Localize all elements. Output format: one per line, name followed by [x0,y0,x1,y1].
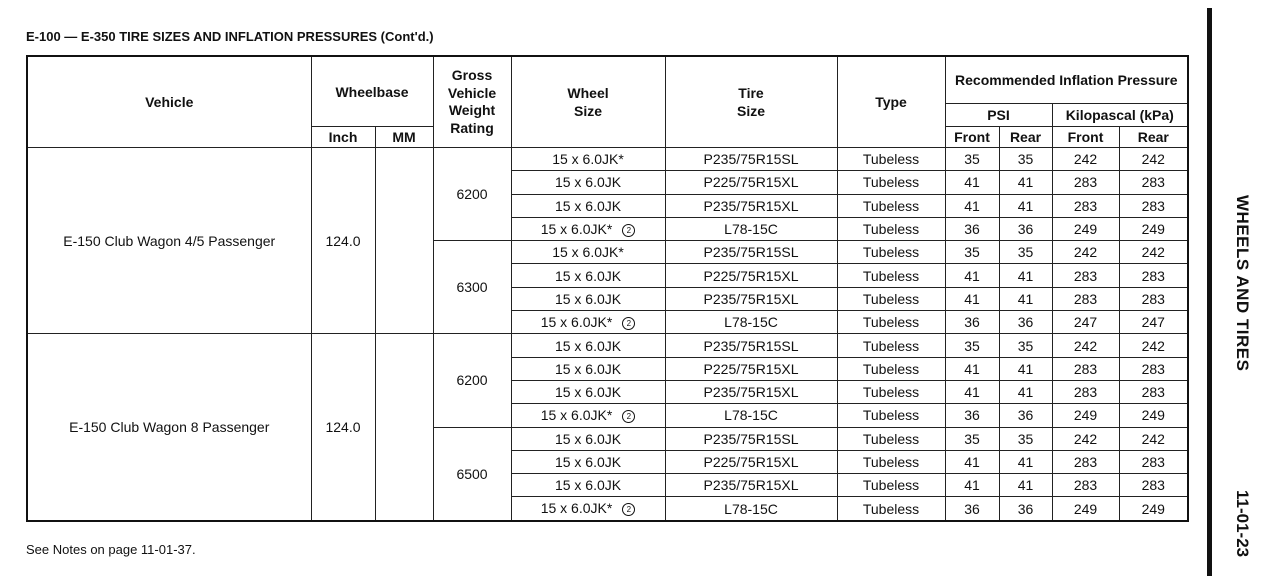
tire-size-cell: P225/75R15XL [665,357,837,380]
header-psi: PSI [945,104,1052,127]
note-reference-icon: 2 [622,317,635,330]
psi-rear-cell: 41 [999,474,1052,497]
kpa-front-cell: 283 [1052,171,1119,194]
kpa-front-cell: 249 [1052,497,1119,521]
wheel-size-cell [511,171,665,194]
wheel-size-text: 15 x 6.0JK* [540,406,613,423]
wheelbase-inch-cell: 124.0 [311,148,375,334]
psi-front-cell: 41 [945,287,999,310]
vehicle-name-cell: E-150 Club Wagon 4/5 Passenger [27,148,311,334]
wheel-size-cell [511,264,665,287]
tire-type-cell: Tubeless [837,311,945,334]
gvwr-cell: 6500 [433,427,511,521]
header-psi-front: Front [945,127,999,148]
kpa-front-cell: 283 [1052,287,1119,310]
tire-size-cell: P235/75R15XL [665,474,837,497]
header-tire-size: Tire Size [665,56,837,148]
tire-type-cell: Tubeless [837,427,945,450]
vehicle-name-cell: E-150 Club Wagon 8 Passenger [27,334,311,521]
psi-front-cell: 35 [945,427,999,450]
wheel-size-cell [511,194,665,217]
wheelbase-inch-cell: 124.0 [311,334,375,521]
header-recommended-pressure: Recommended Inflation Pressure [945,56,1188,104]
tire-size-cell: P235/75R15SL [665,427,837,450]
kpa-front-cell: 283 [1052,380,1119,403]
psi-rear-cell: 41 [999,171,1052,194]
kpa-rear-cell: 242 [1119,148,1188,171]
psi-rear-cell: 35 [999,148,1052,171]
wheel-size-text: 15 x 6.0JK [554,337,622,354]
psi-rear-cell: 41 [999,287,1052,310]
header-mm: MM [375,127,433,148]
header-psi-rear: Rear [999,127,1052,148]
psi-rear-cell: 41 [999,194,1052,217]
tire-type-cell: Tubeless [837,148,945,171]
kpa-rear-cell: 249 [1119,497,1188,521]
psi-rear-cell: 41 [999,357,1052,380]
wheel-size-cell [511,450,665,473]
tire-type-cell: Tubeless [837,287,945,310]
page-number: 11-01-23 [1233,490,1252,558]
tire-size-cell: L78-15C [665,497,837,521]
wheel-size-cell [511,404,665,427]
kpa-front-cell: 249 [1052,404,1119,427]
kpa-front-cell: 283 [1052,357,1119,380]
psi-front-cell: 41 [945,450,999,473]
kpa-rear-cell: 283 [1119,450,1188,473]
wheel-size-text: 15 x 6.0JK [554,430,622,447]
kpa-rear-cell: 283 [1119,357,1188,380]
table-row [27,334,1188,357]
header-gvwr: Gross Vehicle Weight Rating [433,56,511,148]
psi-front-cell: 36 [945,497,999,521]
wheel-size-cell [511,311,665,334]
tire-type-cell: Tubeless [837,264,945,287]
psi-rear-cell: 41 [999,380,1052,403]
wheelbase-mm-cell [375,148,433,334]
psi-rear-cell: 36 [999,217,1052,240]
wheel-size-cell [511,357,665,380]
header-type: Type [837,56,945,148]
wheel-size-text: 15 x 6.0JK* [540,220,613,237]
kpa-front-cell: 242 [1052,241,1119,264]
header-inch: Inch [311,127,375,148]
kpa-rear-cell: 283 [1119,380,1188,403]
tire-size-cell: L78-15C [665,311,837,334]
wheel-size-cell [511,380,665,403]
table-body [27,148,1188,521]
wheel-size-text: 15 x 6.0JK [554,477,622,494]
tire-size-cell: L78-15C [665,217,837,240]
kpa-front-cell: 283 [1052,450,1119,473]
kpa-front-cell: 249 [1052,217,1119,240]
psi-front-cell: 41 [945,194,999,217]
psi-front-cell: 35 [945,334,999,357]
tire-type-cell: Tubeless [837,217,945,240]
tire-size-cell: P235/75R15XL [665,194,837,217]
tire-type-cell: Tubeless [837,380,945,403]
kpa-front-cell: 242 [1052,334,1119,357]
psi-front-cell: 41 [945,357,999,380]
wheel-size-text: 15 x 6.0JK [554,174,622,191]
psi-rear-cell: 35 [999,241,1052,264]
tire-type-cell: Tubeless [837,334,945,357]
tire-size-cell: P235/75R15SL [665,241,837,264]
wheel-size-text: 15 x 6.0JK* [552,244,624,261]
header-kpa-rear: Rear [1119,127,1188,148]
kpa-rear-cell: 242 [1119,241,1188,264]
kpa-front-cell: 283 [1052,264,1119,287]
tire-size-cell: P235/75R15XL [665,287,837,310]
gvwr-cell: 6300 [433,241,511,334]
wheel-size-text: 15 x 6.0JK* [552,151,624,168]
kpa-front-cell: 247 [1052,311,1119,334]
kpa-rear-cell: 249 [1119,217,1188,240]
kpa-rear-cell: 283 [1119,287,1188,310]
tire-size-cell: P235/75R15SL [665,334,837,357]
psi-front-cell: 35 [945,241,999,264]
table-row [27,148,1188,171]
tire-size-cell: L78-15C [665,404,837,427]
gvwr-cell: 6200 [433,334,511,427]
tire-pressure-table [26,55,1189,522]
wheel-size-text: 15 x 6.0JK [554,454,622,470]
wheel-size-cell [511,287,665,310]
tire-type-cell: Tubeless [837,241,945,264]
wheelbase-mm-cell [375,334,433,521]
kpa-rear-cell: 247 [1119,311,1188,334]
wheel-size-text: 15 x 6.0JK [554,384,622,401]
kpa-front-cell: 242 [1052,148,1119,171]
tire-size-cell: P235/75R15SL [665,148,837,171]
tire-size-cell: P235/75R15XL [665,380,837,403]
footnote: See Notes on page 11-01-37. [26,542,196,557]
tire-size-cell: P225/75R15XL [665,450,837,473]
psi-front-cell: 41 [945,380,999,403]
wheel-size-cell [511,497,665,521]
psi-front-cell: 41 [945,171,999,194]
psi-front-cell: 41 [945,474,999,497]
psi-front-cell: 36 [945,217,999,240]
tire-type-cell: Tubeless [837,450,945,473]
tire-type-cell: Tubeless [837,194,945,217]
header-wheel-size: Wheel Size [511,56,665,148]
wheel-size-cell [511,241,665,264]
wheel-size-text: 15 x 6.0JK [554,267,622,284]
wheel-size-cell [511,217,665,240]
tire-type-cell: Tubeless [837,497,945,521]
psi-rear-cell: 41 [999,264,1052,287]
wheel-size-cell [511,148,665,171]
side-rule-divider [1207,8,1212,576]
note-reference-icon: 2 [622,224,635,237]
gvwr-cell: 6200 [433,148,511,241]
psi-rear-cell: 35 [999,427,1052,450]
psi-front-cell: 35 [945,148,999,171]
page-title: E-100 — E-350 TIRE SIZES AND INFLATION PRESSURES (Cont'd.) [26,29,434,44]
header-kpa-front: Front [1052,127,1119,148]
psi-rear-cell: 36 [999,497,1052,521]
wheel-size-text: 15 x 6.0JK [554,197,622,214]
note-reference-icon: 2 [622,410,635,423]
kpa-rear-cell: 242 [1119,427,1188,450]
note-reference-icon: 2 [622,503,635,516]
psi-rear-cell: 41 [999,450,1052,473]
wheel-size-text: 15 x 6.0JK [554,290,622,307]
header-vehicle: Vehicle [27,56,311,148]
psi-front-cell: 36 [945,311,999,334]
wheel-size-cell [511,334,665,357]
psi-rear-cell: 36 [999,311,1052,334]
kpa-rear-cell: 283 [1119,171,1188,194]
tire-type-cell: Tubeless [837,171,945,194]
header-kpa: Kilopascal (kPa) [1052,104,1188,127]
kpa-rear-cell: 283 [1119,474,1188,497]
tire-size-cell: P225/75R15XL [665,171,837,194]
wheel-size-text: 15 x 6.0JK [554,360,622,377]
wheel-size-cell [511,427,665,450]
kpa-rear-cell: 283 [1119,264,1188,287]
psi-rear-cell: 36 [999,404,1052,427]
kpa-front-cell: 283 [1052,194,1119,217]
header-wheelbase: Wheelbase [311,56,433,127]
kpa-rear-cell: 249 [1119,404,1188,427]
table-header [27,56,1188,148]
tire-size-cell: P225/75R15XL [665,264,837,287]
wheel-size-cell [511,474,665,497]
psi-rear-cell: 35 [999,334,1052,357]
section-side-label: WHEELS AND TIRES [1233,195,1252,372]
tire-table-container [26,55,1189,522]
psi-front-cell: 36 [945,404,999,427]
kpa-rear-cell: 242 [1119,334,1188,357]
psi-front-cell: 41 [945,264,999,287]
kpa-front-cell: 242 [1052,427,1119,450]
kpa-front-cell: 283 [1052,474,1119,497]
wheel-size-text: 15 x 6.0JK* [540,500,613,517]
kpa-rear-cell: 283 [1119,194,1188,217]
tire-type-cell: Tubeless [837,357,945,380]
wheel-size-text: 15 x 6.0JK* [540,313,613,330]
tire-type-cell: Tubeless [837,404,945,427]
tire-type-cell: Tubeless [837,474,945,497]
